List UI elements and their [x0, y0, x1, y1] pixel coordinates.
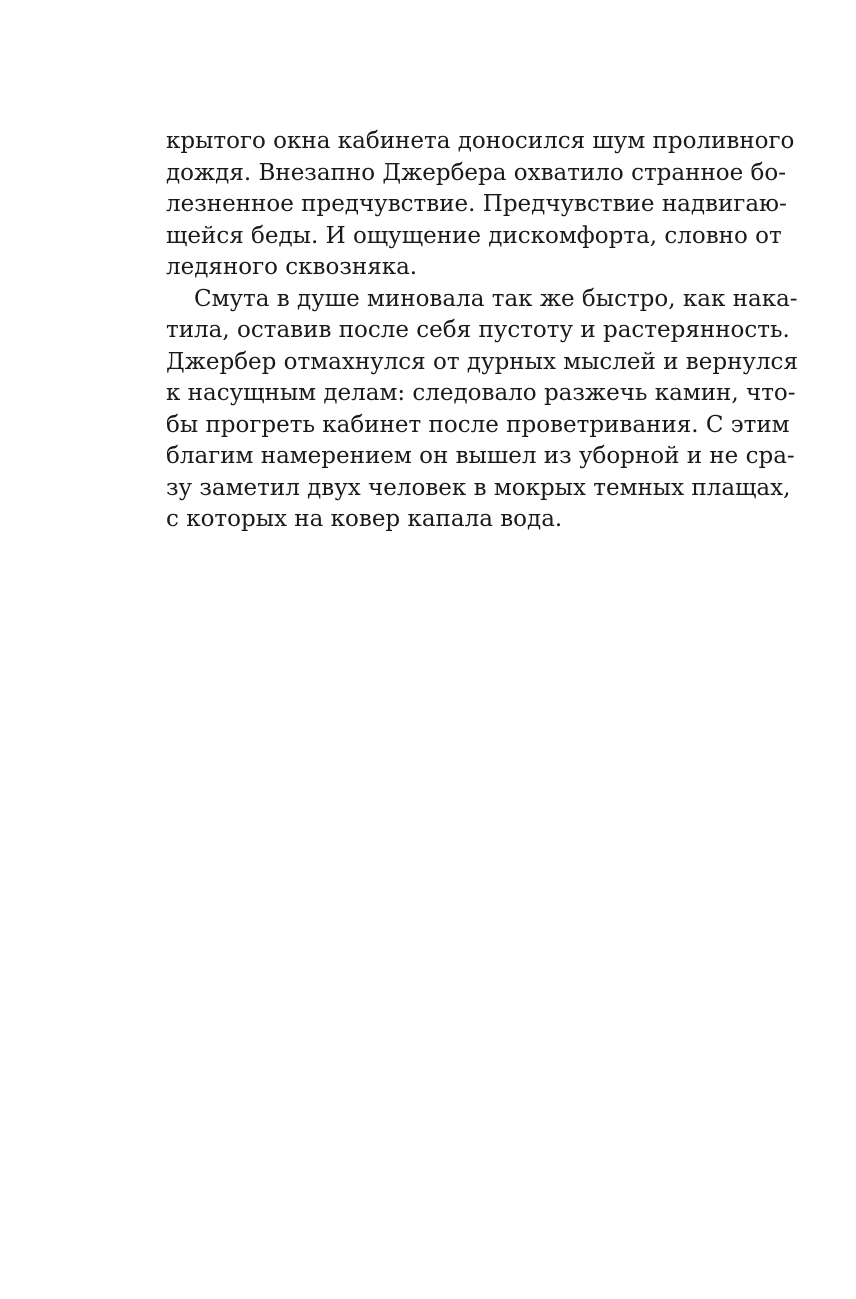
text-line: тила, оставив после себя пустоту и растерянность. — [166, 317, 790, 343]
text-line: бы прогреть кабинет после проветривания. С этим — [166, 411, 790, 438]
paragraph-2 — [166, 284, 798, 536]
paragraph-1 — [166, 126, 795, 284]
text-line: ледяного сквозняка. — [166, 254, 418, 280]
text-line: с которых на ковер капала вода. — [166, 506, 563, 532]
text-line: щейся беды. И ощущение дискомфорта, словно от — [166, 222, 782, 249]
text-line: к насущным делам: следовало разжечь камин, что- — [166, 380, 796, 406]
text-line: Джербер отмахнулся от дурных мыслей и вернулся — [166, 348, 798, 375]
text-block — [166, 126, 798, 536]
text-line: дождя. Внезапно Джербера охватило странное бо- — [166, 159, 787, 186]
text-line: Смута в душе миновала так же быстро, как нака- — [194, 285, 798, 312]
text-line: благим намерением он вышел из уборной и не сра- — [166, 443, 795, 469]
text-line: зу заметил двух человек в мокрых темных плащах, — [166, 474, 791, 501]
text-line: крытого окна кабинета доносился шум проливного — [166, 128, 795, 154]
text-line: лезненное предчувствие. Предчувствие надвигаю- — [166, 191, 787, 217]
